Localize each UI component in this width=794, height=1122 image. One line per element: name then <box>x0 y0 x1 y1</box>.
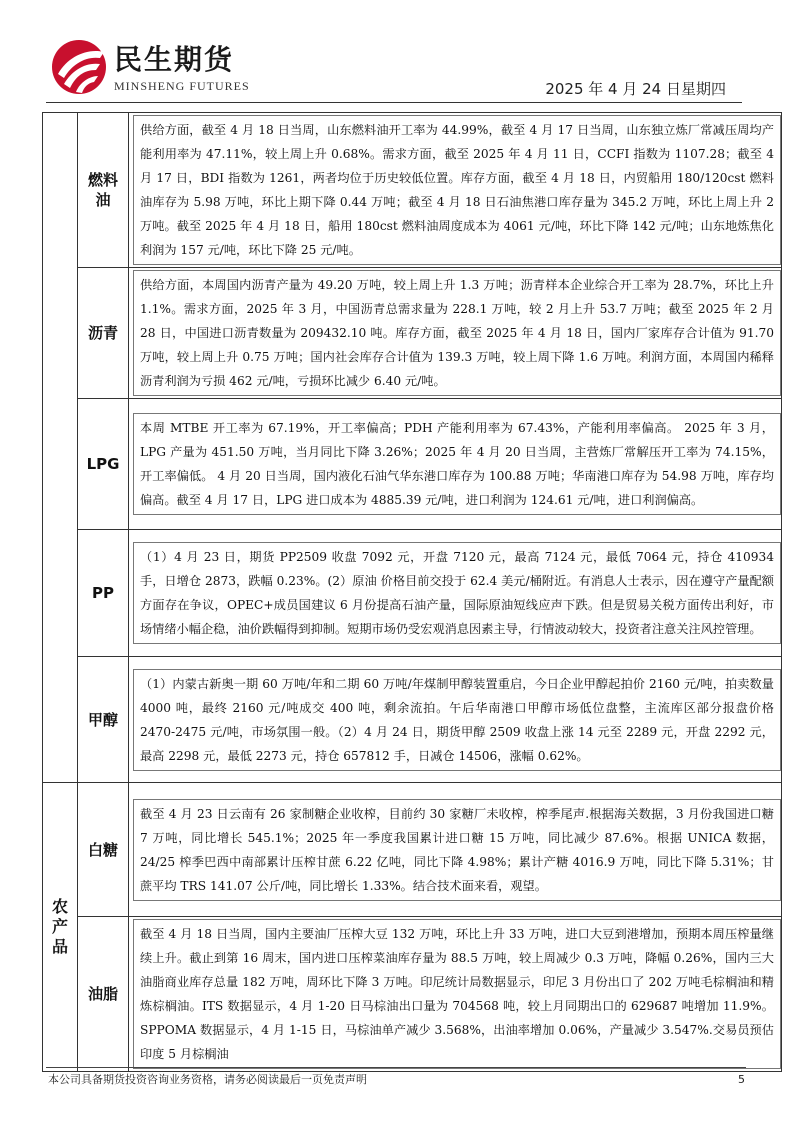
commodity-analysis-text: 截至 4 月 23 日云南有 26 家制糖企业收榨，目前约 30 家糖厂未收榨，榨季尾声.根据海关数据，3 月份我国进口糖 7 万吨，同比增长 545.1%；2025 年一季度我国累计进口糖 15 万吨，同比减少 87.6%。根据 UNICA 数据，24/25 榨季巴西中南部累计压榨甘蔗 6.22 亿吨，同比下降 4.98%；累计产糖 4016.9 万吨，同比下降 5.31%；甘蔗平均 TRS 141.07 公斤/吨，同比增长 1.33%。结合技术面来看，观望。 <box>133 799 781 901</box>
commodity-analysis-text: 供给方面，截至 4 月 18 日当周，山东燃料油开工率为 44.99%，截至 4 月 17 日当周，山东独立炼厂常减压周均产能利用率为 47.11%，较上周上升 0.68%。需求方面，截至 2025 年 4 月 11 日，CCFI 指数为 1107.28；截至 4 月 17 日，BDI 指数为 1261，两者均位于历史较低位置。库存方面，截至 4 月 18 日，内贸船用 180/120cst 燃料油库存为 5.98 万吨，环比上期下降 0.44 万吨；截至 4 月 18 日石油焦港口库存量为 345.2 万吨，环比上周上升 2 万吨。截至 2025 年 4 月 18 日，船用 180cst 燃料油周度成本为 4061 元/吨，环比下降 142 元/吨；山东地炼焦化利润为 157 元/吨，环比下降 25 元/吨。 <box>133 115 781 265</box>
commodity-name-cell <box>78 113 129 268</box>
table-row <box>43 530 782 657</box>
commodity-name: LPG <box>86 455 120 473</box>
table-row <box>43 783 782 917</box>
minsheng-logo-icon <box>50 38 108 96</box>
commodity-name-cell <box>78 399 129 530</box>
commodity-name: 白糖 <box>87 840 118 859</box>
commodity-text-cell <box>129 399 782 530</box>
commodity-text-cell <box>129 530 782 657</box>
page-number: 5 <box>738 1073 745 1086</box>
commodity-analysis-text: （1）4 月 23 日，期货 PP2509 收盘 7092 元，开盘 7120 元，最高 7124 元，最低 7064 元，持仓 410934 手，日增仓 2873，跌幅 0.23%。(2）原油 价格目前交投于 62.4 美元/桶附近。有消息人士表示，因在遵守产量配额方面存在争议，OPEC+成员国建议 6 月份提高石油产量，国际原油短线应声下跌。但是贸易关税方面传出利好，市场情绪小幅企稳，油价跌幅得到抑制。短期市场仍受宏观消息因素主导，行情波动较大，投资者注意关注风控管理。 <box>133 542 781 644</box>
commodity-name-cell <box>78 530 129 657</box>
commodity-name: 沥青 <box>87 324 118 342</box>
commodity-text-cell <box>129 657 782 783</box>
commodity-name-cell <box>78 657 129 783</box>
table-row <box>43 399 782 530</box>
header-divider <box>46 102 742 103</box>
table-row <box>43 113 782 268</box>
commodity-name-cell <box>78 783 129 917</box>
commodity-text-cell <box>129 783 782 917</box>
commodity-name: 油脂 <box>87 985 118 1003</box>
page-header <box>0 0 794 100</box>
footer-disclaimer: 本公司具备期货投资咨询业务资格，请务必阅读最后一页免责声明 <box>48 1073 367 1086</box>
brand-name-english: MINSHENG FUTURES <box>114 79 250 93</box>
brand-name-chinese: 民生期货 <box>114 43 235 76</box>
footer-divider <box>46 1067 746 1068</box>
commodity-table <box>42 112 782 1072</box>
commodity-name: 燃料油 <box>87 171 118 209</box>
commodity-name-cell <box>78 917 129 1072</box>
commodity-text-cell <box>129 268 782 399</box>
category-label: 农产品 <box>51 897 68 956</box>
category-cell-energy-chemical <box>43 113 78 783</box>
table-row <box>43 917 782 1072</box>
commodity-name: 甲醇 <box>87 710 118 729</box>
category-cell-agriculture <box>43 783 78 1072</box>
table-row <box>43 657 782 783</box>
commodity-analysis-text: 截至 4 月 18 日当周，国内主要油厂压榨大豆 132 万吨，环比上升 33 万吨，进口大豆到港增加，预期本周压榨量继续上升。截止到第 16 周末，国内进口压榨菜油库存量为 88.5 万吨，较上周减少 0.3 万吨，降幅 0.26%，国内三大油脂商业库存总量 182 万吨，周环比下降 3 万吨。印尼统计局数据显示，印尼 3 月份出口了 202 万吨毛棕榈油和精炼棕榈油。ITS 数据显示，4 月 1-20 日马棕油出口量为 704568 吨，较上月同期出口的 629687 吨增加 11.9%。SPPOMA 数据显示，4 月 1-15 日，马棕油单产减少 3.568%，出油率增加 0.06%，产量减少 3.547%.交易员预估印度 5 月棕榈油 <box>133 919 781 1069</box>
commodity-analysis-text: 供给方面，本周国内沥青产量为 49.20 万吨，较上周上升 1.3 万吨；沥青样本企业综合开工率为 28.7%，环比上升 1.1%。需求方面，2025 年 3 月，中国沥青总需求量为 228.1 万吨，较 2 月上升 53.7 万吨；截至 2025 年 2 月 28 日，中国进口沥青数量为 209432.10 吨。库存方面，截至 2025 年 4 月 18 日，国内厂家库存合计值为 91.70 万吨，较上周上升 0.75 万吨；国内社会库存合计值为 139.3 万吨，较上周下降 1.6 万吨。利润方面，本周国内稀释沥青利润为亏损 462 元/吨，亏损环比减少 6.40 元/吨。 <box>133 270 781 396</box>
commodity-text-cell <box>129 917 782 1072</box>
report-date: 2025 年 4 月 24 日星期四 <box>545 80 726 98</box>
table-row <box>43 268 782 399</box>
commodity-name-cell <box>78 268 129 399</box>
commodity-analysis-text: 本周 MTBE 开工率为 67.19%，开工率偏高；PDH 产能利用率为 67.43%，产能利用率偏高。 2025 年 3 月，LPG 产量为 451.50 万吨，当月同比下降 3.26%；2025 年 4 月 20 日当周，主营炼厂常解压开工率为 74.15%，开工率偏低。 4 月 20 日当周，国内液化石油气华东港口库存为 100.88 万吨；华南港口库存为 54.98 万吨，库存均偏高。截至 4 月 17 日，LPG 进口成本为 4885.39 元/吨，进口利润为 124.61 元/吨，进口利润偏高。 <box>133 413 781 515</box>
commodity-analysis-text: （1）内蒙古新奥一期 60 万吨/年和二期 60 万吨/年煤制甲醇装置重启，今日企业甲醇起拍价 2160 元/吨，拍卖数量 4000 吨，最终 2160 元/吨成交 400 吨，剩余流拍。午后华南港口甲醇市场低位盘整，主流库区部分报盘价格 2470-2475 元/吨，市场氛围一般。（2）4 月 24 日，期货甲醇 2509 收盘上涨 14 元至 2289 元，开盘 2292 元，最高 2298 元，最低 2273 元，持仓 657812 手，日减仓 14506，涨幅 0.62%。 <box>133 669 781 771</box>
commodity-text-cell <box>129 113 782 268</box>
commodity-name: PP <box>92 584 114 602</box>
